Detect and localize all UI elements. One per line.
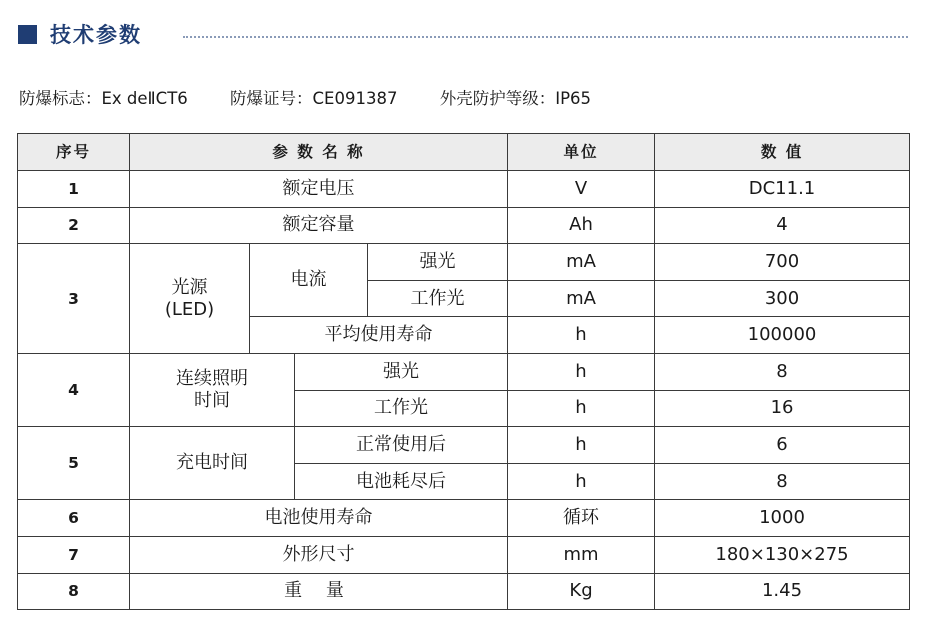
table-row [18, 573, 910, 610]
param-unit: mm [508, 536, 655, 573]
param-value: 1.45 [655, 573, 910, 610]
section-header [18, 22, 908, 50]
param-name: 工作光 [368, 280, 508, 317]
param-name: 额定容量 [130, 207, 508, 244]
param-unit: Ah [508, 207, 655, 244]
param-name: 额定电压 [130, 171, 508, 208]
param-name: 工作光 [295, 390, 508, 427]
param-value: 1000 [655, 500, 910, 537]
param-group: 光源 (LED) [130, 244, 250, 354]
spec-table [17, 133, 910, 610]
param-name: 外形尺寸 [130, 536, 508, 573]
row-no: 4 [18, 353, 130, 426]
param-name: 强光 [368, 244, 508, 281]
param-value: 8 [655, 353, 910, 390]
explosion-proof-cert: 防爆证号：CE091387 [230, 89, 398, 108]
table-row [18, 427, 910, 464]
param-value: 16 [655, 390, 910, 427]
dotted-divider [183, 36, 908, 38]
section-title: 技术参数 [50, 23, 142, 47]
row-no: 2 [18, 207, 130, 244]
param-name: 强光 [295, 353, 508, 390]
col-header-name: 参 数 名 称 [130, 134, 508, 171]
row-no: 7 [18, 536, 130, 573]
param-name: 平均使用寿命 [250, 317, 508, 354]
table-row [18, 244, 910, 281]
param-value: DC11.1 [655, 171, 910, 208]
param-name: 重 量 [130, 573, 508, 610]
param-unit: h [508, 317, 655, 354]
table-row [18, 500, 910, 537]
title-square-icon [18, 25, 37, 44]
param-value: 100000 [655, 317, 910, 354]
param-unit: h [508, 353, 655, 390]
table-row [18, 536, 910, 573]
param-unit: 循环 [508, 500, 655, 537]
col-header-value: 数 值 [655, 134, 910, 171]
col-header-unit: 单位 [508, 134, 655, 171]
col-header-no: 序号 [18, 134, 130, 171]
ip-protection-grade: 外壳防护等级：IP65 [439, 89, 592, 108]
param-name: 电池使用寿命 [130, 500, 508, 537]
param-unit: h [508, 427, 655, 464]
row-no: 3 [18, 244, 130, 354]
param-unit: mA [508, 280, 655, 317]
param-value: 8 [655, 463, 910, 500]
param-name: 电池耗尽后 [295, 463, 508, 500]
row-no: 8 [18, 573, 130, 610]
row-no: 1 [18, 171, 130, 208]
row-no: 5 [18, 427, 130, 500]
param-value: 6 [655, 427, 910, 464]
param-unit: mA [508, 244, 655, 281]
param-group: 连续照明 时间 [130, 353, 295, 426]
table-row [18, 353, 910, 390]
param-value: 300 [655, 280, 910, 317]
table-row [18, 207, 910, 244]
row-no: 6 [18, 500, 130, 537]
param-value: 700 [655, 244, 910, 281]
param-unit: Kg [508, 573, 655, 610]
param-unit: V [508, 171, 655, 208]
table-row [18, 171, 910, 208]
param-value: 180×130×275 [655, 536, 910, 573]
param-name: 正常使用后 [295, 427, 508, 464]
explosion-proof-mark: 防爆标志：Ex deⅡCT6 [19, 89, 188, 108]
param-group: 充电时间 [130, 427, 295, 500]
spec-summary-line [19, 88, 628, 110]
table-header-row [18, 134, 910, 171]
param-subgroup: 电流 [250, 244, 368, 317]
param-unit: h [508, 463, 655, 500]
param-value: 4 [655, 207, 910, 244]
param-unit: h [508, 390, 655, 427]
